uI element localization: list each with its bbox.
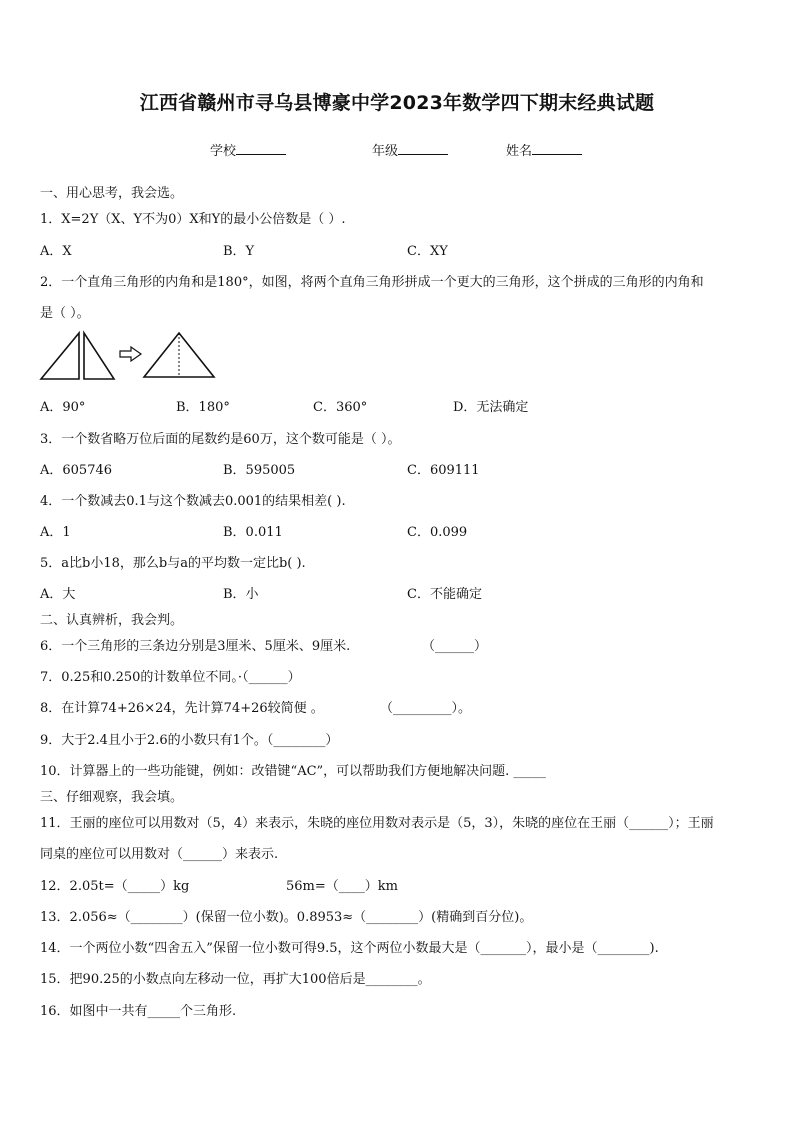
q1-option-b[interactable]: B．Y	[223, 244, 255, 259]
question-12-part-1: 12．2.05t=（_____）kg	[40, 879, 190, 894]
q3-option-c[interactable]: C．609111	[407, 463, 480, 478]
name-field	[506, 140, 582, 159]
q3-option-a[interactable]: A．605746	[40, 463, 113, 478]
q6-answer-blank[interactable]: （______）	[422, 639, 488, 654]
q2-option-b[interactable]: B．180°	[176, 400, 230, 415]
grade-blank[interactable]	[398, 141, 448, 155]
school-field	[210, 140, 286, 159]
q5-option-a[interactable]: A．大	[40, 587, 76, 602]
q5-option-c[interactable]: C．不能确定	[407, 587, 482, 602]
q2-option-a[interactable]: A．90°	[40, 400, 86, 415]
question-11-line-1: 11．王丽的座位可以用数对（5，4）来表示，朱晓的座位用数对表示是（5，3），朱晓的座位在王丽（______）；王丽	[40, 816, 714, 831]
name-label: 姓名	[506, 144, 533, 159]
q5-option-b[interactable]: B．小	[223, 587, 259, 602]
question-15: 15．把90.25的小数点向左移动一位，再扩大100倍后是________。	[40, 972, 431, 987]
section-3-heading: 三、仔细观察，我会填。	[40, 790, 184, 805]
grade-field	[372, 140, 448, 159]
triangle-figure	[38, 330, 218, 382]
question-12-part-2: 56m=（____）km	[286, 879, 398, 894]
school-label: 学校	[210, 144, 237, 159]
question-6: 6．一个三角形的三条边分别是3厘米、5厘米、9厘米.	[40, 639, 351, 654]
question-1: 1．X=2Y（X、Y不为0）X和Y的最小公倍数是（ ）.	[40, 212, 346, 227]
school-blank[interactable]	[236, 141, 286, 155]
question-9: 9．大于2.4且小于2.6的小数只有1个。（________）	[40, 733, 339, 748]
section-1-heading: 一、用心思考，我会选。	[40, 186, 184, 201]
question-4: 4．一个数减去0.1与这个数减去0.001的结果相差( ).	[40, 494, 346, 509]
right-triangle-left	[41, 333, 79, 379]
question-13: 13．2.056≈（________）(保留一位小数)。0.8953≈（________）(精确到百分位)。	[40, 910, 533, 925]
arrow-right-icon	[120, 347, 141, 361]
grade-label: 年级	[372, 144, 399, 159]
q8-answer-blank[interactable]: （_________）。	[380, 701, 472, 716]
q2-option-d[interactable]: D．无法确定	[453, 400, 529, 415]
question-16: 16．如图中一共有_____个三角形.	[40, 1004, 237, 1019]
q1-option-a[interactable]: A．X	[40, 244, 72, 259]
q4-option-b[interactable]: B．0.011	[223, 525, 283, 540]
combined-triangle	[144, 333, 214, 377]
page-title: 江西省赣州市寻乌县博豪中学2023年数学四下期末经典试题	[139, 92, 655, 114]
question-7: 7．0.25和0.250的计数单位不同。·（______）	[40, 670, 301, 685]
q4-option-c[interactable]: C．0.099	[407, 525, 468, 540]
q1-option-c[interactable]: C．XY	[407, 244, 448, 259]
q4-option-a[interactable]: A．1	[40, 525, 71, 540]
q2-option-c[interactable]: C．360°	[313, 400, 368, 415]
question-14: 14．一个两位小数“四舍五入”保留一位小数可得9.5，这个两位小数最大是（_______），最小是（________).	[40, 941, 659, 956]
section-2-heading: 二、认真辨析，我会判。	[40, 613, 184, 628]
question-11-line-2: 同桌的座位可以用数对（______）来表示.	[40, 847, 279, 862]
question-3: 3．一个数省略万位后面的尾数约是60万，这个数可能是（ ）。	[40, 432, 401, 447]
q3-option-b[interactable]: B．595005	[223, 463, 296, 478]
right-triangle-right	[84, 333, 114, 379]
question-2-line-2: 是（ ）。	[40, 306, 90, 321]
question-2-line-1: 2．一个直角三角形的内角和是180°，如图，将两个直角三角形拼成一个更大的三角形，这个拼成的三角形的内角和	[40, 275, 704, 290]
question-8: 8．在计算74+26×24，先计算74+26较简便 。	[40, 701, 324, 716]
question-10: 10．计算器上的一些功能键，例如：改错键“AC”，可以帮助我们方便地解决问题. _____	[40, 764, 546, 779]
question-5: 5．a比b小18，那么b与a的平均数一定比b( ).	[40, 556, 306, 571]
name-blank[interactable]	[532, 141, 582, 155]
